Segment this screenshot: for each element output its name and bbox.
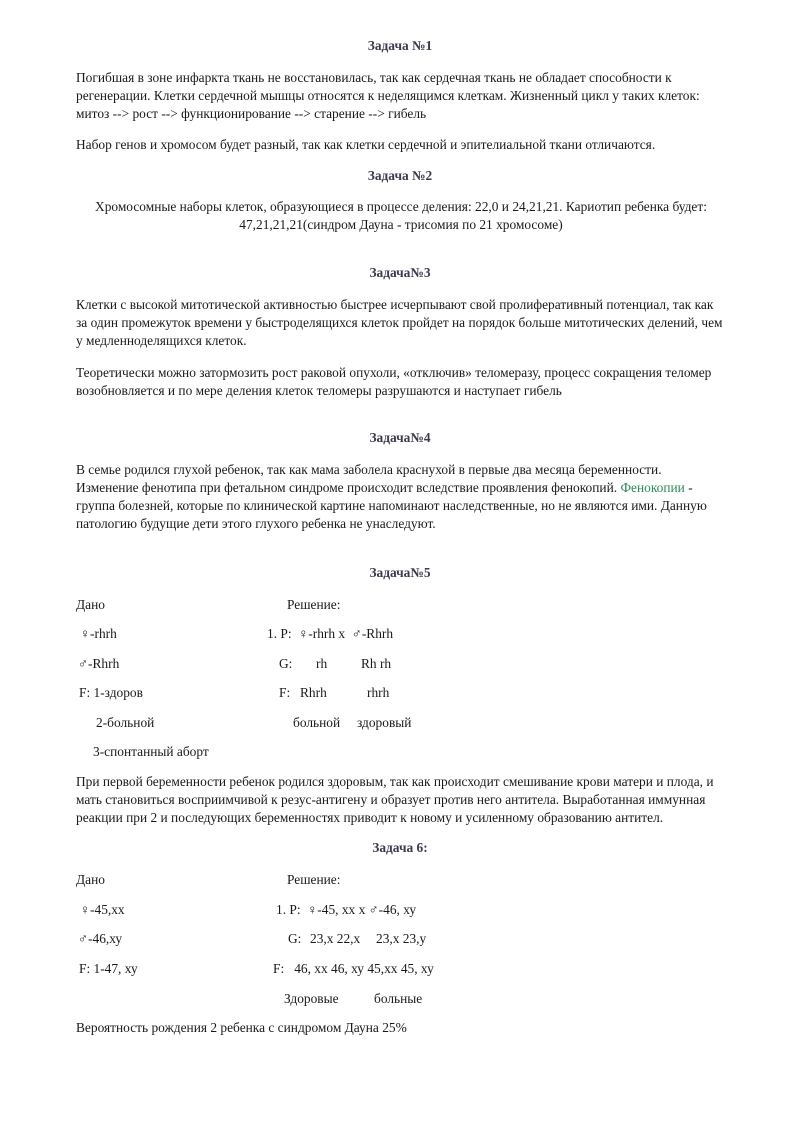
- task5-given-offspring-2: 2-больной: [96, 715, 155, 730]
- task5-solution-label: Решение:: [287, 597, 341, 612]
- task3-paragraph-2: Теоретически можно затормозить рост раковой опухоли, «отключив» теломеразу, процесс сокращения теломер возобновляется и по мере деления клеток теломеры разрушаются и наступает гибель: [76, 365, 712, 398]
- task6-offspring-phenotype-2: больные: [374, 991, 423, 1006]
- task5-parents-cross: 1. P: ♀-rhrh x ♂-Rhrh: [267, 626, 394, 641]
- task5-heading: Задача№5: [369, 565, 431, 580]
- task5-given-offspring-3: 3-спонтанный аборт: [93, 744, 209, 759]
- task2-heading: Задача №2: [367, 168, 433, 183]
- task5-offspring-phenotype-2: здоровый: [357, 715, 412, 730]
- task6-gametes-label: G:: [288, 931, 302, 946]
- task6-given-female: ♀-45,хх: [80, 902, 125, 917]
- task3-heading: Задача№3: [369, 265, 431, 280]
- task5-given-label: Дано: [76, 597, 105, 612]
- task5-paragraph-1: При первой беременности ребенок родился здоровым, так как происходит смешивание крови матери и плода, и мать становиться восприимчивой к резус-антигену и образует против него антитела. Выработанная иммунная реакции при 2 и последующих беременностях приводит к новому и усиленному образованию антител.: [76, 774, 714, 825]
- task6-parents-cross: 1. P: ♀-45, хх х ♂-46, ху: [276, 902, 417, 917]
- task6-given-male: ♂-46,ху: [78, 931, 123, 946]
- task1-paragraph-1: Погибшая в зоне инфаркта ткань не восстановилась, так как сердечная ткань не обладает способности к регенерации. Клетки сердечной мышцы относятся к неделящимся клеткам. Жизненный цикл у таких клеток: митоз --> рост --> функционирование --> старение --> гибель: [76, 70, 700, 121]
- task6-offspring-genotypes: F: 46, хх 46, ху 45,хх 45, ху: [273, 961, 434, 976]
- task6-solution-label: Решение:: [287, 872, 341, 887]
- task6-given-offspring: F: 1-47, ху: [79, 961, 138, 976]
- task5-offspring-label: F:: [279, 685, 291, 700]
- task5-gametes-female: rh: [316, 656, 328, 671]
- task5-offspring-phenotype-1: больной: [293, 715, 341, 730]
- task3-paragraph-1: Клетки с высокой митотической активностью быстрее исчерпывают свой пролиферативный потенциал, так как за один промежуток времени у быстроделящихся клеток пройдет на порядок больше митотических делений, чем у медленноделящихся клеток.: [76, 297, 723, 348]
- task5-given-male: ♂-Rhrh: [78, 656, 120, 671]
- task5-given-female: ♀-rhrh: [80, 626, 117, 641]
- task4-heading: Задача№4: [369, 430, 431, 445]
- task6-offspring-phenotype-1: Здоровые: [284, 991, 339, 1006]
- task5-given-offspring-1: F: 1-здоров: [79, 685, 143, 700]
- task6-gametes-female: 23,х 22,х: [310, 931, 361, 946]
- task4-text-after: - группа болезней, которые по клинической картине напоминают наследственные, но не являются ими. Данную патологию будущие дети этого глухого ребенка не унаследуют.: [76, 480, 707, 531]
- task4-paragraph-1: [76, 461, 726, 533]
- task2-paragraph-1: Хромосомные наборы клеток, образующиеся в процессе деления: 22,0 и 24,21,21. Кариотип ребенка будет: 47,21,21,21(синдром Дауна - трисомия по 21 хромосоме): [95, 199, 707, 232]
- task6-paragraph-1: Вероятность рождения 2 ребенка с синдромом Дауна 25%: [76, 1020, 407, 1035]
- phenocopy-link[interactable]: Фенокопии: [620, 480, 685, 495]
- task5-offspring-genotype-1: Rhrh: [300, 685, 327, 700]
- task1-heading: Задача №1: [367, 38, 433, 53]
- task1-paragraph-2: Набор генов и хромосом будет разный, так как клетки сердечной и эпителиальной ткани отличаются.: [76, 137, 656, 152]
- task5-gametes-label: G:: [279, 656, 293, 671]
- task5-offspring-genotype-2: rhrh: [367, 685, 390, 700]
- task5-gametes-male: Rh rh: [361, 656, 392, 671]
- task6-gametes-male: 23,х 23,у: [376, 931, 427, 946]
- task4-text-before: В семье родился глухой ребенок, так как мама заболела краснухой в первые два месяца беременности. Изменение фенотипа при фетальном синдроме происходит вследствие проявления фенокопий.: [76, 462, 662, 495]
- task6-given-label: Дано: [76, 872, 105, 887]
- task6-heading: Задача 6:: [372, 840, 428, 855]
